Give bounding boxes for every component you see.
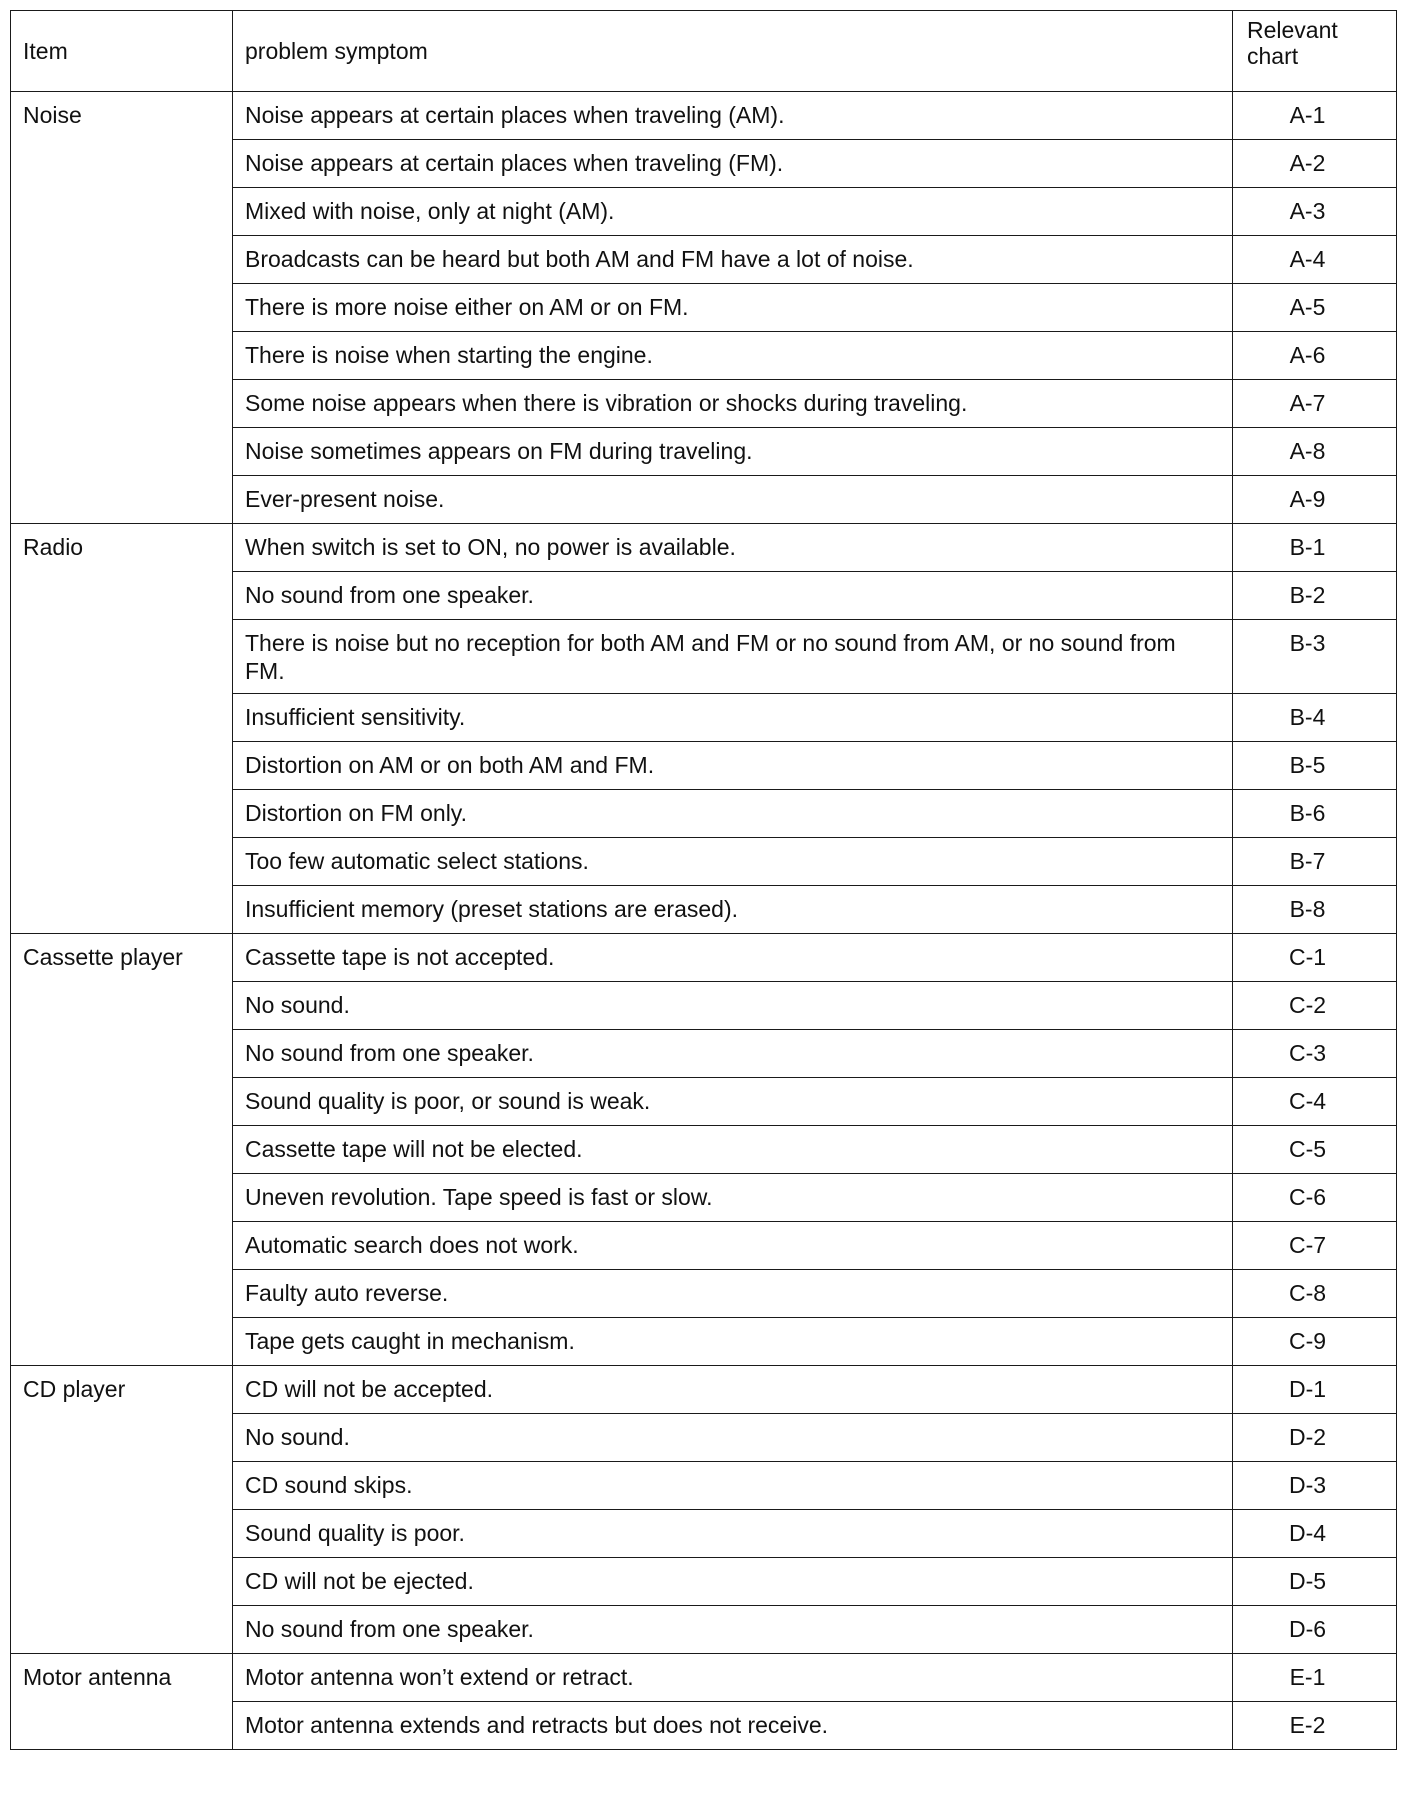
- table-row: [11, 1654, 1397, 1702]
- problem-symptom-cell: When switch is set to ON, no power is available.: [233, 524, 1233, 572]
- header-relevant-chart: Relevant chart: [1233, 11, 1397, 92]
- header-problem-symptom: problem symptom: [233, 11, 1233, 92]
- problem-symptom-cell: Motor antenna won’t extend or retract.: [233, 1654, 1233, 1702]
- relevant-chart-cell: D-6: [1233, 1606, 1397, 1654]
- relevant-chart-cell: C-2: [1233, 982, 1397, 1030]
- problem-symptom-cell: Faulty auto reverse.: [233, 1270, 1233, 1318]
- problem-symptom-cell: Broadcasts can be heard but both AM and FM have a lot of noise.: [233, 236, 1233, 284]
- problem-symptom-cell: Insufficient memory (preset stations are erased).: [233, 886, 1233, 934]
- problem-symptom-cell: Cassette tape is not accepted.: [233, 934, 1233, 982]
- problem-symptom-cell: Noise appears at certain places when traveling (AM).: [233, 92, 1233, 140]
- problem-symptom-cell: Noise appears at certain places when traveling (FM).: [233, 140, 1233, 188]
- problem-symptom-cell: CD sound skips.: [233, 1462, 1233, 1510]
- problem-symptom-cell: Automatic search does not work.: [233, 1222, 1233, 1270]
- problem-symptom-cell: Sound quality is poor, or sound is weak.: [233, 1078, 1233, 1126]
- relevant-chart-cell: C-1: [1233, 934, 1397, 982]
- relevant-chart-cell: C-3: [1233, 1030, 1397, 1078]
- problem-symptom-cell: Tape gets caught in mechanism.: [233, 1318, 1233, 1366]
- relevant-chart-cell: C-7: [1233, 1222, 1397, 1270]
- relevant-chart-cell: A-9: [1233, 476, 1397, 524]
- relevant-chart-cell: C-6: [1233, 1174, 1397, 1222]
- item-category-cell: Cassette player: [11, 934, 233, 1366]
- problem-symptom-cell: CD will not be accepted.: [233, 1366, 1233, 1414]
- relevant-chart-cell: D-4: [1233, 1510, 1397, 1558]
- problem-symptom-cell: Cassette tape will not be elected.: [233, 1126, 1233, 1174]
- problem-symptom-cell: Distortion on AM or on both AM and FM.: [233, 742, 1233, 790]
- relevant-chart-cell: B-1: [1233, 524, 1397, 572]
- item-category-cell: Motor antenna: [11, 1654, 233, 1750]
- relevant-chart-cell: B-2: [1233, 572, 1397, 620]
- relevant-chart-cell: D-5: [1233, 1558, 1397, 1606]
- problem-symptom-cell: Some noise appears when there is vibration or shocks during traveling.: [233, 380, 1233, 428]
- relevant-chart-cell: D-1: [1233, 1366, 1397, 1414]
- relevant-chart-cell: A-2: [1233, 140, 1397, 188]
- problem-symptom-cell: CD will not be ejected.: [233, 1558, 1233, 1606]
- relevant-chart-cell: A-1: [1233, 92, 1397, 140]
- relevant-chart-cell: B-5: [1233, 742, 1397, 790]
- relevant-chart-cell: A-7: [1233, 380, 1397, 428]
- header-row: [11, 11, 1397, 92]
- table-row: [11, 934, 1397, 982]
- problem-symptom-cell: Uneven revolution. Tape speed is fast or slow.: [233, 1174, 1233, 1222]
- relevant-chart-cell: B-7: [1233, 838, 1397, 886]
- relevant-chart-cell: B-4: [1233, 694, 1397, 742]
- relevant-chart-cell: B-3: [1233, 620, 1397, 694]
- relevant-chart-cell: A-5: [1233, 284, 1397, 332]
- relevant-chart-cell: C-5: [1233, 1126, 1397, 1174]
- relevant-chart-cell: B-6: [1233, 790, 1397, 838]
- relevant-chart-cell: C-4: [1233, 1078, 1397, 1126]
- header-item: Item: [11, 11, 233, 92]
- problem-symptom-cell: Insufficient sensitivity.: [233, 694, 1233, 742]
- troubleshooting-sheet: [10, 10, 1397, 1750]
- table-body: [11, 92, 1397, 1750]
- problem-symptom-cell: Noise sometimes appears on FM during traveling.: [233, 428, 1233, 476]
- problem-symptom-cell: No sound from one speaker.: [233, 572, 1233, 620]
- relevant-chart-cell: E-1: [1233, 1654, 1397, 1702]
- relevant-chart-cell: B-8: [1233, 886, 1397, 934]
- relevant-chart-cell: D-2: [1233, 1414, 1397, 1462]
- relevant-chart-cell: C-9: [1233, 1318, 1397, 1366]
- table-header: [11, 11, 1397, 92]
- problem-symptom-cell: No sound.: [233, 982, 1233, 1030]
- problem-symptom-cell: Too few automatic select stations.: [233, 838, 1233, 886]
- item-category-cell: Radio: [11, 524, 233, 934]
- problem-symptom-cell: There is more noise either on AM or on FM.: [233, 284, 1233, 332]
- table-row: [11, 524, 1397, 572]
- relevant-chart-cell: A-3: [1233, 188, 1397, 236]
- relevant-chart-cell: C-8: [1233, 1270, 1397, 1318]
- relevant-chart-cell: D-3: [1233, 1462, 1397, 1510]
- problem-symptom-cell: Motor antenna extends and retracts but does not receive.: [233, 1702, 1233, 1750]
- problem-symptom-cell: No sound.: [233, 1414, 1233, 1462]
- problem-symptom-cell: No sound from one speaker.: [233, 1030, 1233, 1078]
- item-category-cell: Noise: [11, 92, 233, 524]
- relevant-chart-cell: E-2: [1233, 1702, 1397, 1750]
- table-row: [11, 1366, 1397, 1414]
- problem-symptom-cell: Distortion on FM only.: [233, 790, 1233, 838]
- relevant-chart-cell: A-4: [1233, 236, 1397, 284]
- problem-symptom-cell: Sound quality is poor.: [233, 1510, 1233, 1558]
- problem-symptom-cell: There is noise when starting the engine.: [233, 332, 1233, 380]
- table-row: [11, 92, 1397, 140]
- problem-symptom-cell: No sound from one speaker.: [233, 1606, 1233, 1654]
- problem-symptom-cell: Mixed with noise, only at night (AM).: [233, 188, 1233, 236]
- symptom-chart-table: [10, 10, 1397, 1750]
- item-category-cell: CD player: [11, 1366, 233, 1654]
- relevant-chart-cell: A-6: [1233, 332, 1397, 380]
- problem-symptom-cell: There is noise but no reception for both AM and FM or no sound from AM, or no sound from FM.: [233, 620, 1233, 694]
- relevant-chart-cell: A-8: [1233, 428, 1397, 476]
- problem-symptom-cell: Ever-present noise.: [233, 476, 1233, 524]
